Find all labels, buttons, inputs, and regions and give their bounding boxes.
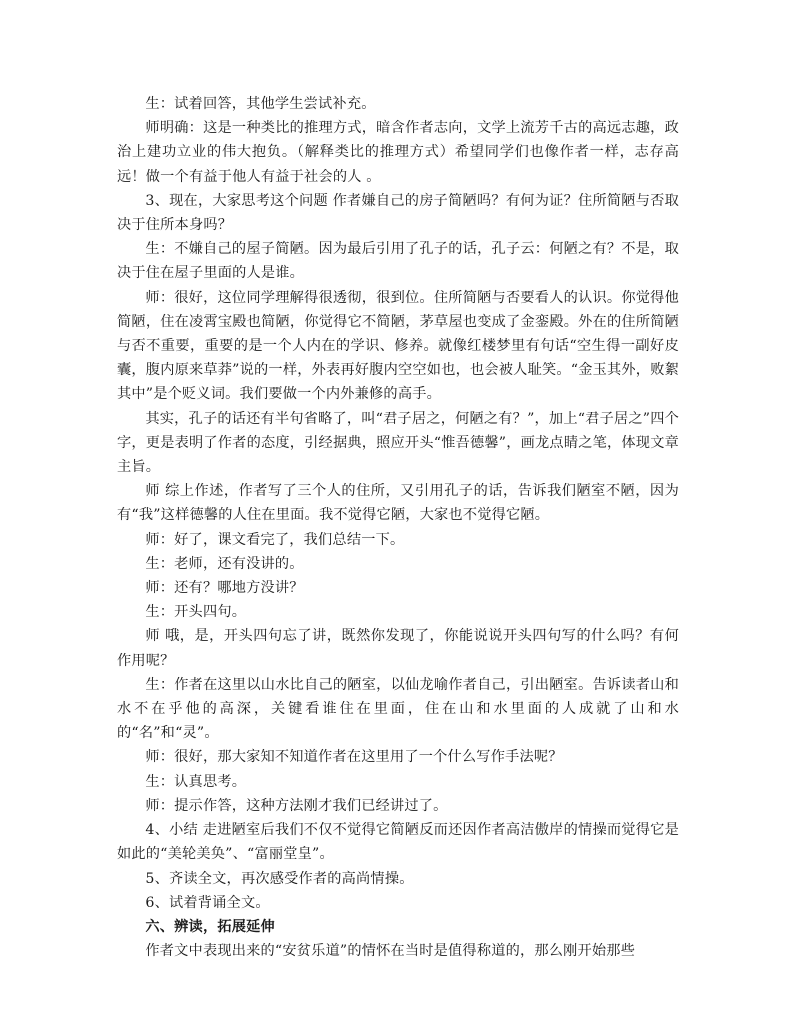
paragraph-19: 6、试着背诵全文。	[145, 894, 270, 911]
paragraph-8: 师：好了，课文看完了，我们总结一下。	[145, 531, 405, 548]
section-heading: 六、辨读，拓展延伸	[145, 918, 275, 935]
paragraph-4: 生：不嫌自己的屋子简陋。因为最后引用了孔子的话，孔子云：何陋之有？不是，取决于住在屋子里面的人是谁。	[117, 241, 679, 282]
paragraph-14: 师：很好，那大家知不知道作者在这里用了一个什么写作手法呢？	[145, 749, 563, 766]
paragraph-11: 生：开头四句。	[145, 604, 247, 621]
paragraph-12: 师 哦，是，开头四句忘了讲，既然你发现了，你能说说开头四句写的什么吗？有何作用呢？	[117, 628, 679, 669]
document-body	[117, 92, 679, 963]
paragraph-3: 3、现在，大家思考这个问题 作者嫌自己的房子简陋吗？有何为证？住所简陋与否取决于住所本身吗？	[117, 192, 679, 234]
paragraph-9: 生：老师，还有没讲的。	[145, 555, 304, 572]
paragraph-13: 生：作者在这里以山水比自己的陋室，以仙龙喻作者自己，引出陋室。告诉读者山和水不在乎他的高深，关键看谁住在里面，住在山和水里面的人成就了山和水的“名”和“灵”。	[117, 676, 679, 742]
paragraph-6: 其实，孔子的话还有半句省略了，叫“君子居之，何陋之有？”，加上“君子居之”四个字，更是表明了作者的态度，引经据典，照应开头“惟吾德馨”，画龙点睛之笔，体现文章主旨。	[117, 410, 679, 476]
paragraph-7: 师 综上作述，作者写了三个人的住所，又引用孔子的话，告诉我们陋室不陋，因为有“我”这样德馨的人住在里面。我不觉得它陋，大家也不觉得它陋。	[117, 483, 679, 524]
paragraph-5: 师：很好，这位同学理解得很透彻，很到位。住所简陋与否要看人的认识。你觉得他简陋，住在凌霄宝殿也简陋，你觉得它不简陋，茅草屋也变成了金銮殿。外在的住所简陋与否不重要，重要的是一个人内在的学识、修养。就像红楼梦里有句话“空生得一副好皮囊，腹内原来草莽”说的一样，外表再好腹内空空如也，也会被人耻笑。“金玉其外，败絮其中”是个贬义词。我们要做一个内外兼修的高手。	[117, 289, 679, 403]
paragraph-16: 师：提示作答，这种方法刚才我们已经讲过了。	[145, 797, 448, 814]
paragraph-2: 师明确：这是一种类比的推理方式，暗含作者志向，文学上流芳千古的高远志趣，政治上建功立业的伟大抱负。（解释类比的推理方式）希望同学们也像作者一样，志存高远！做一个有益于他人有益于社会的人 。	[117, 120, 679, 185]
paragraph-18: 5、齐读全文，再次感受作者的高尚情操。	[145, 870, 414, 887]
paragraph-1: 生：试着回答，其他学生尝试补充。	[145, 96, 376, 112]
paragraph-17: 4、小结 走进陋室后我们不仅不觉得它简陋反而还因作者高洁傲岸的情操而觉得它是如此的“美轮美奂”、“富丽堂皇”。	[117, 822, 679, 863]
paragraph-21: 作者文中表现出来的“安贫乐道”的情怀在当时是值得称道的，那么刚开始那些	[145, 943, 636, 960]
paragraph-10: 师：还有？哪地方没讲？	[145, 580, 304, 597]
paragraph-15: 生：认真思考。	[145, 773, 247, 790]
